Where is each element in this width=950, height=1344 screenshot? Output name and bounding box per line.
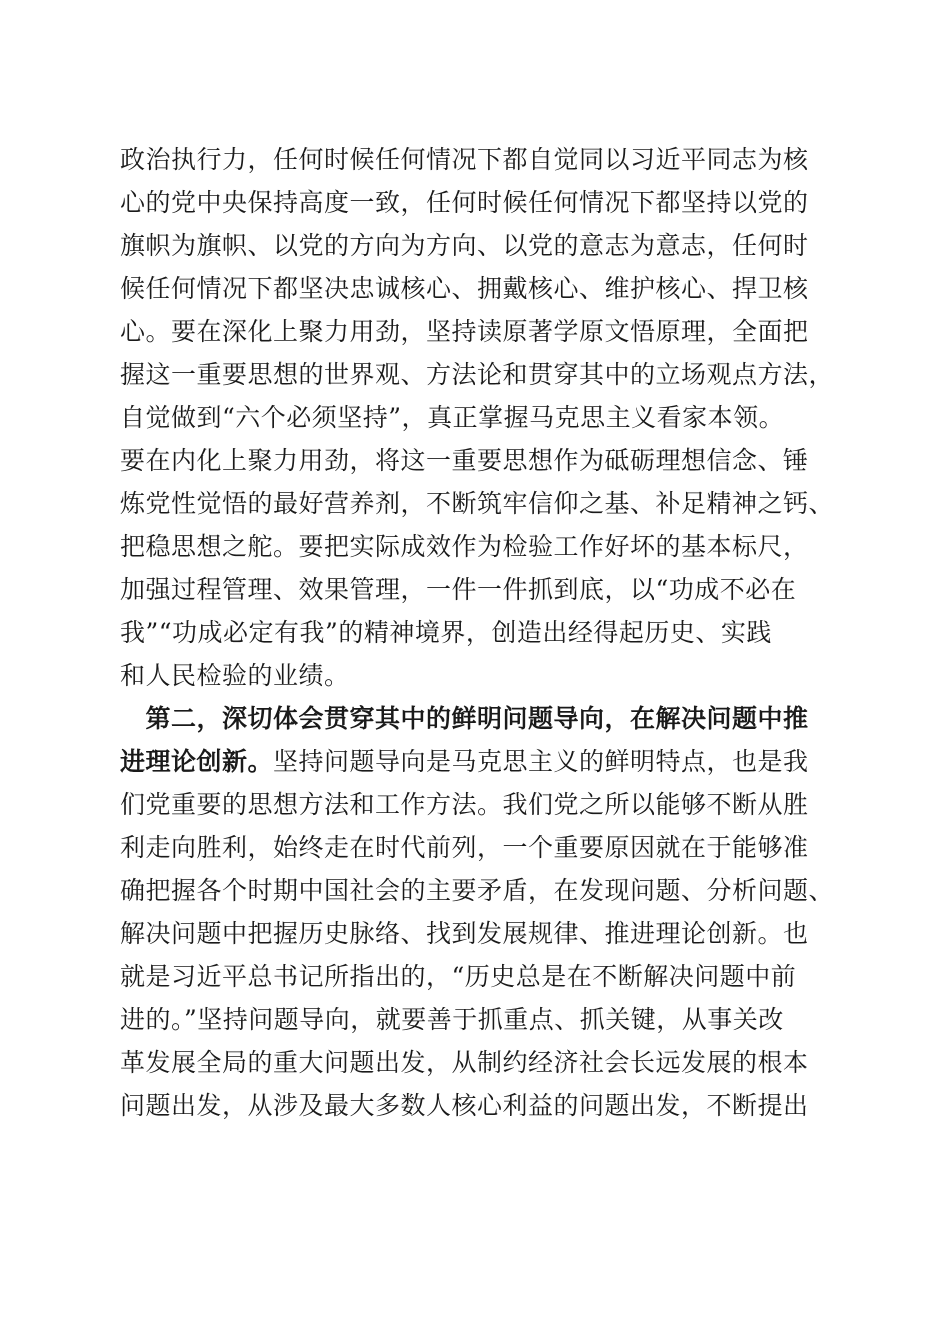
text-line: 旗帜为旗帜、以党的方向为方向、以党的意志为意志，任何时 <box>120 231 809 260</box>
text-line: 自觉做到“六个必须坚持”，真正掌握马克思主义看家本领。 <box>120 403 785 432</box>
text-line: 政治执行力，任何时候任何情况下都自觉同以习近平同志为核 <box>120 145 809 174</box>
text-line: 加强过程管理、效果管理，一件一件抓到底，以“功成不必在 <box>120 575 797 604</box>
text-line: 心。要在深化上聚力用劲，坚持读原著学原文悟原理，全面把 <box>120 317 809 346</box>
document-page <box>120 138 840 1127</box>
text-line: 心的党中央保持高度一致，任何时候任何情况下都坚持以党的 <box>120 188 809 217</box>
text-line: 确把握各个时期中国社会的主要矛盾，在发现问题、分析问题、 <box>120 876 835 905</box>
text-line: 把稳思想之舵。要把实际成效作为检验工作好坏的基本标尺， <box>120 532 809 561</box>
text-line: 们党重要的思想方法和工作方法。我们党之所以能够不断从胜 <box>120 790 809 819</box>
text-line <box>120 740 840 783</box>
text-line: 就是习近平总书记所指出的，“历史总是在不断解决问题中前 <box>120 962 797 991</box>
text-line: 利走向胜利，始终走在时代前列，一个重要原因就在于能够准 <box>120 833 809 862</box>
text-line: 和人民检验的业绩。 <box>120 661 350 690</box>
text-line: 解决问题中把握历史脉络、找到发展规律、推进理论创新。也 <box>120 919 809 948</box>
section-heading-line: 第二，深切体会贯穿其中的鲜明问题导向，在解决问题中推 <box>120 704 809 733</box>
section-heading-end: 进理论创新。 <box>120 747 274 776</box>
text-line: 我”“功成必定有我”的精神境界，创造出经得起历史、实践 <box>120 618 772 647</box>
text-line: 要在内化上聚力用劲，将这一重要思想作为砥砺理想信念、锤 <box>120 446 809 475</box>
text-line: 炼党性觉悟的最好营养剂，不断筑牢信仰之基、补足精神之钙、 <box>120 489 835 518</box>
text-segment: 坚持问题导向是马克思主义的鲜明特点，也是我 <box>273 747 809 776</box>
text-line: 革发展全局的重大问题出发，从制约经济社会长远发展的根本 <box>120 1048 809 1077</box>
text-line: 候任何情况下都坚决忠诚核心、拥戴核心、维护核心、捍卫核 <box>120 274 809 303</box>
paragraph-2 <box>120 697 840 1127</box>
text-line: 握这一重要思想的世界观、方法论和贯穿其中的立场观点方法， <box>120 360 835 389</box>
text-line: 进的。”坚持问题导向，就要善于抓重点、抓关键，从事关改 <box>120 1005 784 1034</box>
text-line: 问题出发，从涉及最大多数人核心利益的问题出发，不断提出 <box>120 1091 809 1120</box>
paragraph-1 <box>120 138 840 697</box>
